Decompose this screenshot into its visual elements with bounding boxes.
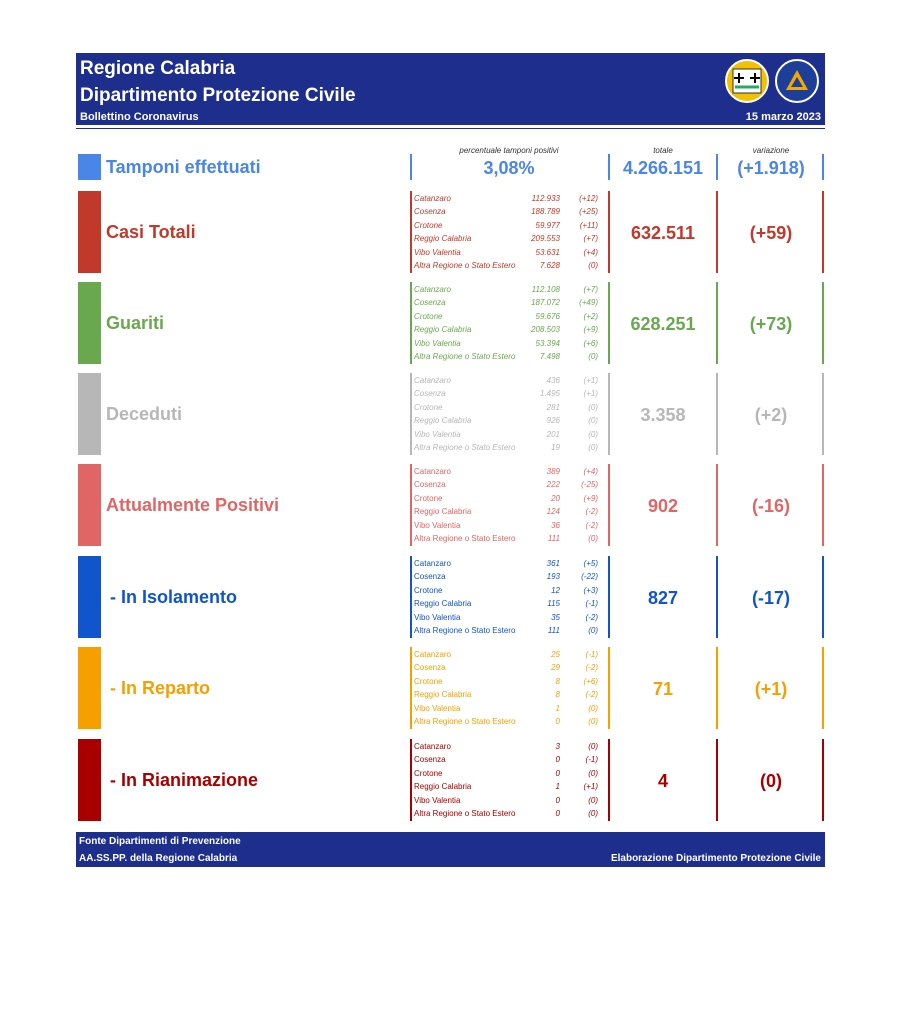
- positivi-province-table: [414, 467, 604, 547]
- province-name: Cosenza: [414, 207, 446, 217]
- province-value: 20: [551, 493, 560, 503]
- province-name: Vibo Valentia: [414, 612, 461, 622]
- province-change: (+12): [579, 194, 598, 203]
- province-change: (0): [588, 768, 598, 778]
- table-row: [414, 572, 604, 585]
- province-change: (+7): [583, 285, 598, 294]
- table-row: [414, 325, 604, 338]
- province-value: 7.628: [539, 260, 560, 270]
- table-row: [414, 650, 604, 663]
- divider: [410, 464, 412, 546]
- province-change: (+49): [579, 298, 598, 308]
- province-change: (-1): [585, 755, 598, 765]
- positivi-variation: (-16): [751, 496, 790, 516]
- bulletin-label: Bollettino Coronavirus: [80, 111, 199, 123]
- province-value: 53.394: [535, 338, 560, 348]
- table-row: [414, 234, 604, 247]
- province-value: 208.503: [531, 325, 560, 335]
- table-row: [414, 298, 604, 311]
- positivi-label: Attualmente Positivi: [106, 495, 280, 515]
- table-row: [414, 376, 604, 389]
- table-row: [414, 534, 604, 547]
- divider: [822, 154, 824, 180]
- reparto-swatch: [78, 647, 101, 729]
- province-change: (0): [588, 625, 598, 635]
- province-value: 115: [547, 599, 560, 609]
- province-name: Crotone: [414, 402, 443, 412]
- province-value: 389: [546, 467, 560, 476]
- province-value: 188.789: [531, 207, 560, 217]
- province-value: 8: [555, 676, 560, 686]
- province-change: (-2): [585, 520, 598, 530]
- province-value: 7.498: [539, 351, 560, 361]
- province-name: Reggio Calabria: [414, 507, 472, 517]
- deceduti-variation: (+2): [754, 405, 788, 425]
- tamponi-swatch: [78, 154, 101, 180]
- province-name: Altra Regione o Stato Estero: [414, 351, 516, 361]
- isolamento-province-table: [414, 559, 604, 639]
- province-change: (+4): [583, 467, 598, 476]
- province-name: Catanzaro: [414, 194, 451, 203]
- rianimazione-province-table: [414, 742, 604, 822]
- province-value: 1: [555, 782, 560, 792]
- province-value: 222: [546, 480, 560, 490]
- table-row: [414, 742, 604, 755]
- province-value: 281: [546, 402, 560, 412]
- divider: [410, 282, 412, 364]
- divider: [608, 556, 610, 638]
- province-name: Reggio Calabria: [414, 325, 472, 335]
- province-name: Vibo Valentia: [414, 247, 461, 257]
- province-change: (+6): [583, 676, 598, 686]
- rianimazione-variation: (0): [760, 771, 782, 791]
- table-row: [414, 755, 604, 768]
- province-value: 0: [555, 795, 560, 805]
- guariti-province-table: [414, 285, 604, 365]
- isolamento-swatch: [78, 556, 101, 638]
- province-value: 25: [551, 650, 560, 659]
- province-change: (0): [588, 260, 598, 270]
- province-name: Vibo Valentia: [414, 795, 461, 805]
- calabria-logo: [725, 59, 769, 103]
- province-name: Altra Regione o Stato Estero: [414, 533, 516, 543]
- total-column-header: totale: [653, 146, 673, 155]
- table-row: [414, 599, 604, 612]
- province-value: 436: [546, 376, 560, 385]
- tamponi-label: Tamponi effettuati: [106, 157, 261, 177]
- guariti-variation: (+73): [749, 314, 793, 334]
- province-change: (0): [588, 402, 598, 412]
- province-name: Cosenza: [414, 663, 446, 673]
- province-name: Crotone: [414, 220, 443, 230]
- province-value: 3: [555, 742, 560, 751]
- province-value: 59.676: [535, 311, 560, 321]
- positivi-total: 902: [647, 496, 679, 516]
- rianimazione-label: - In Rianimazione: [110, 770, 259, 790]
- table-row: [414, 467, 604, 480]
- province-change: (+7): [583, 234, 598, 244]
- province-change: (+1): [583, 389, 598, 399]
- province-value: 0: [555, 716, 560, 726]
- province-value: 1: [555, 703, 560, 713]
- province-name: Reggio Calabria: [414, 416, 472, 426]
- province-change: (+1): [583, 782, 598, 792]
- province-name: Altra Regione o Stato Estero: [414, 625, 516, 635]
- province-name: Cosenza: [414, 755, 446, 765]
- divider: [410, 739, 412, 821]
- province-value: 112.933: [531, 194, 560, 203]
- province-value: 59.977: [535, 220, 560, 230]
- divider: [410, 556, 412, 638]
- divider: [410, 191, 412, 273]
- isolamento-label: - In Isolamento: [110, 587, 238, 607]
- table-row: [414, 480, 604, 493]
- province-name: Vibo Valentia: [414, 429, 461, 439]
- divider: [608, 373, 610, 455]
- guariti-swatch: [78, 282, 101, 364]
- table-row: [414, 194, 604, 207]
- deceduti-total: 3.358: [640, 405, 686, 425]
- province-change: (-25): [581, 480, 598, 490]
- province-change: (-2): [585, 507, 598, 517]
- table-row: [414, 690, 604, 703]
- province-name: Reggio Calabria: [414, 690, 472, 700]
- province-value: 124: [546, 507, 560, 517]
- province-change: (+3): [583, 585, 598, 595]
- province-value: 0: [555, 768, 560, 778]
- province-change: (-2): [585, 612, 598, 622]
- table-row: [414, 521, 604, 534]
- province-value: 209.553: [531, 234, 560, 244]
- province-name: Crotone: [414, 493, 443, 503]
- guariti-total: 628.251: [630, 314, 696, 334]
- table-row: [414, 613, 604, 626]
- province-change: (+9): [583, 493, 598, 503]
- isolamento-variation: (-17): [751, 588, 790, 608]
- casi-swatch: [78, 191, 101, 273]
- department-title: Dipartimento Protezione Civile: [80, 85, 356, 106]
- province-value: 36: [551, 520, 560, 530]
- bulletin-bar: [76, 110, 825, 125]
- table-row: [414, 769, 604, 782]
- table-row: [414, 809, 604, 822]
- province-change: (0): [588, 795, 598, 805]
- footer-source: Fonte Dipartimenti di Prevenzione: [79, 836, 241, 847]
- province-name: Cosenza: [414, 572, 446, 582]
- reparto-variation: (+1): [754, 679, 788, 699]
- table-row: [414, 782, 604, 795]
- province-name: Catanzaro: [414, 376, 451, 385]
- guariti-label: Guariti: [106, 313, 165, 333]
- province-change: (+25): [579, 207, 598, 217]
- province-change: (0): [588, 416, 598, 426]
- casi-province-table: [414, 194, 604, 274]
- table-row: [414, 430, 604, 443]
- province-change: (0): [588, 533, 598, 543]
- divider: [608, 282, 610, 364]
- province-name: Catanzaro: [414, 559, 451, 568]
- province-name: Reggio Calabria: [414, 234, 472, 244]
- table-row: [414, 559, 604, 572]
- table-row: [414, 663, 604, 676]
- table-row: [414, 285, 604, 298]
- divider: [608, 464, 610, 546]
- divider: [410, 373, 412, 455]
- tamponi-total: 4.266.151: [622, 158, 704, 178]
- province-name: Crotone: [414, 768, 443, 778]
- province-change: (-22): [581, 572, 598, 582]
- table-row: [414, 248, 604, 261]
- province-change: (0): [588, 808, 598, 818]
- province-value: 926: [546, 416, 560, 426]
- table-row: [414, 717, 604, 730]
- province-value: 1.495: [539, 389, 560, 399]
- province-name: Altra Regione o Stato Estero: [414, 442, 516, 452]
- table-row: [414, 586, 604, 599]
- reparto-province-table: [414, 650, 604, 730]
- province-value: 361: [546, 559, 560, 568]
- table-row: [414, 221, 604, 234]
- divider: [608, 191, 610, 273]
- table-row: [414, 507, 604, 520]
- province-value: 111: [547, 625, 560, 635]
- province-change: (0): [588, 442, 598, 452]
- divider: [608, 647, 610, 729]
- province-change: (+5): [583, 559, 598, 568]
- province-change: (+1): [583, 376, 598, 385]
- province-name: Catanzaro: [414, 285, 451, 294]
- variation-column-header: variazione: [752, 146, 790, 155]
- province-change: (-2): [585, 663, 598, 673]
- province-name: Altra Regione o Stato Estero: [414, 808, 516, 818]
- province-change: (0): [588, 351, 598, 361]
- casi-variation: (+59): [749, 223, 793, 243]
- divider: [410, 154, 412, 180]
- table-row: [414, 207, 604, 220]
- province-change: (+2): [583, 311, 598, 321]
- footer-asp: AA.SS.PP. della Regione Calabria: [79, 853, 238, 864]
- bulletin-date: 15 marzo 2023: [745, 111, 821, 123]
- province-value: 193: [546, 572, 560, 582]
- province-change: (-1): [585, 599, 598, 609]
- province-name: Vibo Valentia: [414, 703, 461, 713]
- province-value: 19: [551, 442, 560, 452]
- province-value: 201: [546, 429, 560, 439]
- province-name: Cosenza: [414, 480, 446, 490]
- rianimazione-swatch: [78, 739, 101, 821]
- deceduti-swatch: [78, 373, 101, 455]
- province-name: Reggio Calabria: [414, 782, 472, 792]
- casi-label: Casi Totali: [106, 222, 196, 242]
- province-value: 12: [551, 585, 560, 595]
- province-value: 8: [555, 690, 560, 700]
- region-title: Regione Calabria: [80, 58, 236, 79]
- deceduti-province-table: [414, 376, 604, 456]
- positivi-swatch: [78, 464, 101, 546]
- header-divider: [76, 128, 825, 129]
- table-row: [414, 261, 604, 274]
- rianimazione-total: 4: [657, 771, 668, 791]
- divider: [608, 154, 610, 180]
- province-name: Altra Regione o Stato Estero: [414, 716, 516, 726]
- province-name: Reggio Calabria: [414, 599, 472, 609]
- province-change: (+9): [583, 325, 598, 335]
- province-value: 112.108: [531, 285, 560, 294]
- table-row: [414, 339, 604, 352]
- table-row: [414, 494, 604, 507]
- tamponi-percentage: 3,08%: [483, 158, 535, 178]
- table-row: [414, 352, 604, 365]
- province-name: Crotone: [414, 585, 443, 595]
- table-row: [414, 312, 604, 325]
- province-change: (+4): [583, 247, 598, 257]
- province-name: Altra Regione o Stato Estero: [414, 260, 516, 270]
- table-row: [414, 626, 604, 639]
- province-name: Catanzaro: [414, 650, 451, 659]
- footer-banner: [76, 832, 825, 867]
- province-name: Catanzaro: [414, 742, 451, 751]
- province-change: (0): [588, 703, 598, 713]
- province-value: 29: [551, 663, 560, 673]
- reparto-total: 71: [652, 679, 674, 699]
- table-row: [414, 677, 604, 690]
- province-value: 0: [555, 808, 560, 818]
- province-value: 35: [551, 612, 560, 622]
- province-name: Cosenza: [414, 389, 446, 399]
- province-name: Catanzaro: [414, 467, 451, 476]
- table-row: [414, 704, 604, 717]
- province-change: (+6): [583, 338, 598, 348]
- table-row: [414, 443, 604, 456]
- province-change: (+11): [579, 220, 598, 230]
- province-value: 111: [547, 533, 560, 543]
- province-change: (0): [588, 742, 598, 751]
- deceduti-label: Deceduti: [106, 404, 183, 424]
- province-value: 53.631: [535, 247, 560, 257]
- table-row: [414, 796, 604, 809]
- isolamento-total: 827: [647, 588, 679, 608]
- province-change: (0): [588, 429, 598, 439]
- table-row: [414, 403, 604, 416]
- protezione-civile-logo: [775, 59, 819, 103]
- perc-column-header: percentuale tamponi positivi: [459, 146, 559, 155]
- province-change: (0): [588, 716, 598, 726]
- casi-total: 632.511: [630, 223, 696, 243]
- footer-elaboration: Elaborazione Dipartimento Protezione Civile: [610, 853, 821, 864]
- reparto-label: - In Reparto: [110, 678, 211, 698]
- province-name: Vibo Valentia: [414, 338, 461, 348]
- province-change: (-2): [585, 690, 598, 700]
- province-name: Vibo Valentia: [414, 520, 461, 530]
- tamponi-variation: (+1.918): [737, 158, 805, 178]
- province-name: Cosenza: [414, 298, 446, 308]
- divider: [608, 739, 610, 821]
- table-row: [414, 389, 604, 402]
- province-change: (-1): [585, 650, 598, 659]
- province-value: 187.072: [531, 298, 560, 308]
- province-value: 0: [555, 755, 560, 765]
- province-name: Crotone: [414, 311, 443, 321]
- province-name: Crotone: [414, 676, 443, 686]
- table-row: [414, 416, 604, 429]
- divider: [410, 647, 412, 729]
